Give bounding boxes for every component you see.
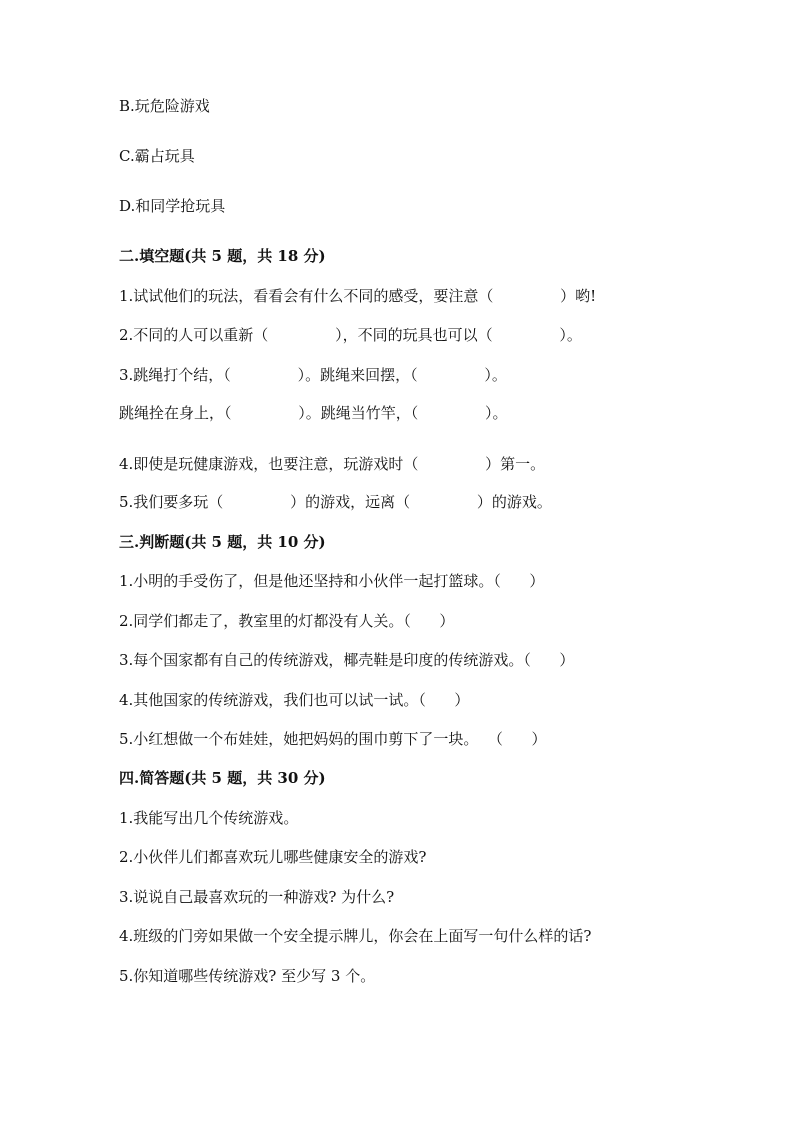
fill-question-4: 4.即使是玩健康游戏，也要注意，玩游戏时（ ）第一。 [119,455,546,473]
judge-question-3: 3.每个国家都有自己的传统游戏，椰壳鞋是印度的传统游戏。（ ） [119,651,575,669]
short-question-2: 2.小伙伴儿们都喜欢玩儿哪些健康安全的游戏? [119,848,427,866]
fill-question-2: 2.不同的人可以重新（ ），不同的玩具也可以（ ）。 [119,326,582,344]
short-question-5: 5.你知道哪些传统游戏? 至少写 3 个。 [119,967,376,985]
fill-question-5: 5.我们要多玩（ ）的游戏，远离（ ）的游戏。 [119,493,552,511]
choice-c: C.霸占玩具 [119,147,195,165]
short-question-3: 3.说说自己最喜欢玩的一种游戏? 为什么? [119,888,395,906]
short-question-4: 4.班级的门旁如果做一个安全提示牌儿，你会在上面写一句什么样的话? [119,927,592,945]
judge-question-4: 4.其他国家的传统游戏，我们也可以试一试。（ ） [119,691,470,709]
judge-question-2: 2.同学们都走了，教室里的灯都没有人关。（ ） [119,612,455,630]
choice-b: B.玩危险游戏 [119,97,210,115]
section-heading-fill-in: 二.填空题(共 5 题，共 18 分) [119,247,326,265]
judge-question-5: 5.小红想做一个布娃娃，她把妈妈的围巾剪下了一块。 （ ） [119,730,547,748]
fill-question-1: 1.试试他们的玩法，看看会有什么不同的感受，要注意（ ）哟! [119,287,597,305]
choice-d: D.和同学抢玩具 [119,197,226,215]
judge-question-1: 1.小明的手受伤了，但是他还坚持和小伙伴一起打篮球。（ ） [119,572,545,590]
section-heading-short-answer: 四.简答题(共 5 题，共 30 分) [119,769,326,787]
fill-question-3-line-2: 跳绳拴在身上，（ ）。跳绳当竹竿，（ ）。 [119,404,508,422]
fill-question-3-line-1: 3.跳绳打个结，（ ）。跳绳来回摆，（ ）。 [119,366,507,384]
section-heading-true-false: 三.判断题(共 5 题，共 10 分) [119,533,326,551]
short-question-1: 1.我能写出几个传统游戏。 [119,809,299,827]
